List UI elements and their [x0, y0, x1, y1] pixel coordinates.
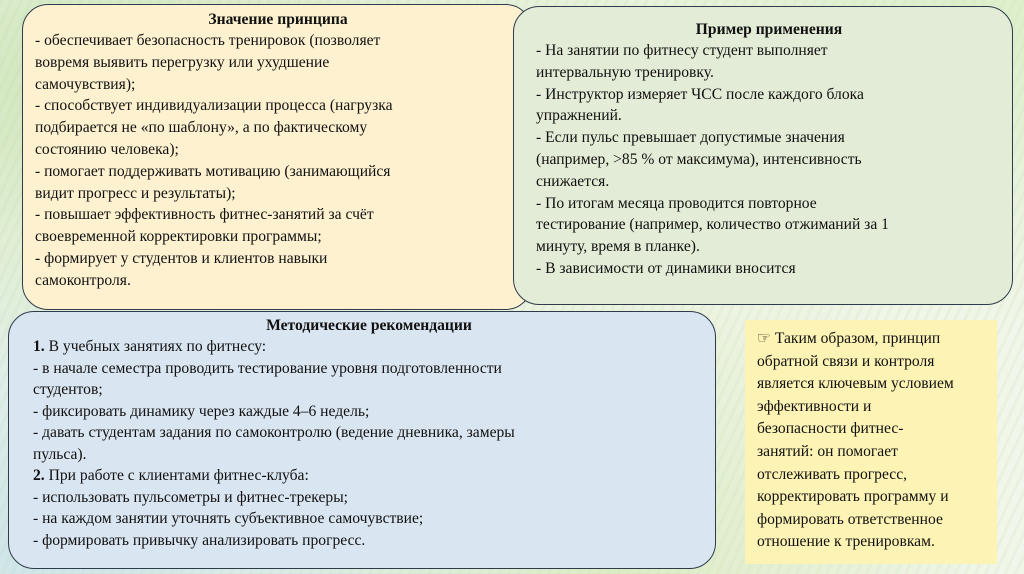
methods-section-1-heading [33, 336, 705, 358]
methods-line: студентов; [33, 381, 103, 398]
principle-line: - помогает поддерживать мотивацию (занимающийся [35, 162, 391, 180]
methods-line: - давать студентам задания по самоконтролю (ведение дневника, замеры [33, 424, 515, 441]
principle-line: самочувствия); [35, 75, 136, 93]
conclusion-line: является ключевым условием [757, 375, 954, 393]
conclusion-line: корректировать программу и [757, 488, 949, 506]
principle-line: видит прогресс и результаты); [35, 184, 236, 202]
methods-line: - формировать привычку анализировать прогресс. [33, 531, 366, 549]
example-line: минуту, время в планке). [536, 238, 700, 256]
methods-line: - на каждом занятии уточнять субъективное самочувствие; [33, 510, 424, 527]
example-box [513, 6, 1013, 305]
conclusion-line: формировать ответственное [757, 510, 943, 528]
example-line: - Инструктор измеряет ЧСС после каждого блока [536, 85, 864, 103]
principle-box [22, 4, 532, 310]
principle-line: состоянию человека); [35, 140, 179, 158]
principle-line: - способствует индивидуализации процесса (нагрузка [35, 97, 393, 115]
example-line: - По итогам месяца проводится повторное [536, 194, 817, 212]
methods-line: - в начале семестра проводить тестирование уровня подготовленности [33, 359, 502, 377]
principle-line: - обеспечивает безопасность тренировок (позволяет [35, 32, 381, 49]
conclusion-line: ☞ Таким образом, принцип [757, 330, 941, 347]
principle-line: - формирует у студентов и клиентов навыки [35, 249, 328, 267]
example-line: - На занятии по фитнесу студент выполняет [536, 42, 828, 59]
example-line: - В зависимости от динамики вносится [536, 259, 796, 277]
example-line: - Если пульс превышает допустимые значения [536, 129, 845, 147]
methods-line: пульса). [33, 445, 87, 463]
methods-line: - фиксировать динамику через каждые 4–6 недель; [33, 402, 370, 420]
conclusion-line: обратной связи и контроля [757, 352, 935, 370]
methods-box [8, 311, 716, 569]
principle-line: самоконтроля. [35, 271, 131, 289]
principle-line: подбирается не «по шаблону», а по фактическому [35, 119, 368, 137]
methods-title: Методические рекомендации [266, 317, 472, 334]
example-title: Пример применения [695, 21, 843, 38]
conclusion-box [745, 320, 997, 564]
conclusion-line: эффективности и [757, 397, 872, 415]
example-line: интервальную тренировку. [536, 63, 714, 81]
methods-section-2-heading [33, 465, 705, 487]
principle-line: вовремя выявить перегрузку или ухудшение [35, 53, 330, 71]
example-line: снижается. [536, 172, 610, 190]
conclusion-line: отслеживать прогресс, [757, 465, 908, 483]
section-title: В учебных занятиях по фитнесу: [44, 338, 267, 355]
principle-line: - повышает эффективность фитнес-занятий за счёт [35, 206, 374, 224]
conclusion-line: безопасности фитнес- [757, 420, 904, 438]
principle-line: своевременной корректировки программы; [35, 228, 322, 246]
principle-title: Значение принципа [208, 11, 348, 28]
example-line: упражнений. [536, 107, 622, 125]
conclusion-line: занятий: он помогает [757, 442, 898, 460]
methods-line: - использовать пульсометры и фитнес-трекеры; [33, 488, 349, 506]
section-title: При работе с клиентами фитнес-клуба: [44, 467, 309, 484]
conclusion-line: отношение к тренировкам. [757, 533, 935, 551]
section-number: 2. [33, 467, 45, 484]
section-number: 1. [33, 338, 45, 355]
example-line: (например, >85 % от максимума), интенсивность [536, 150, 862, 168]
example-line: тестирование (например, количество отжиманий за 1 [536, 216, 889, 234]
